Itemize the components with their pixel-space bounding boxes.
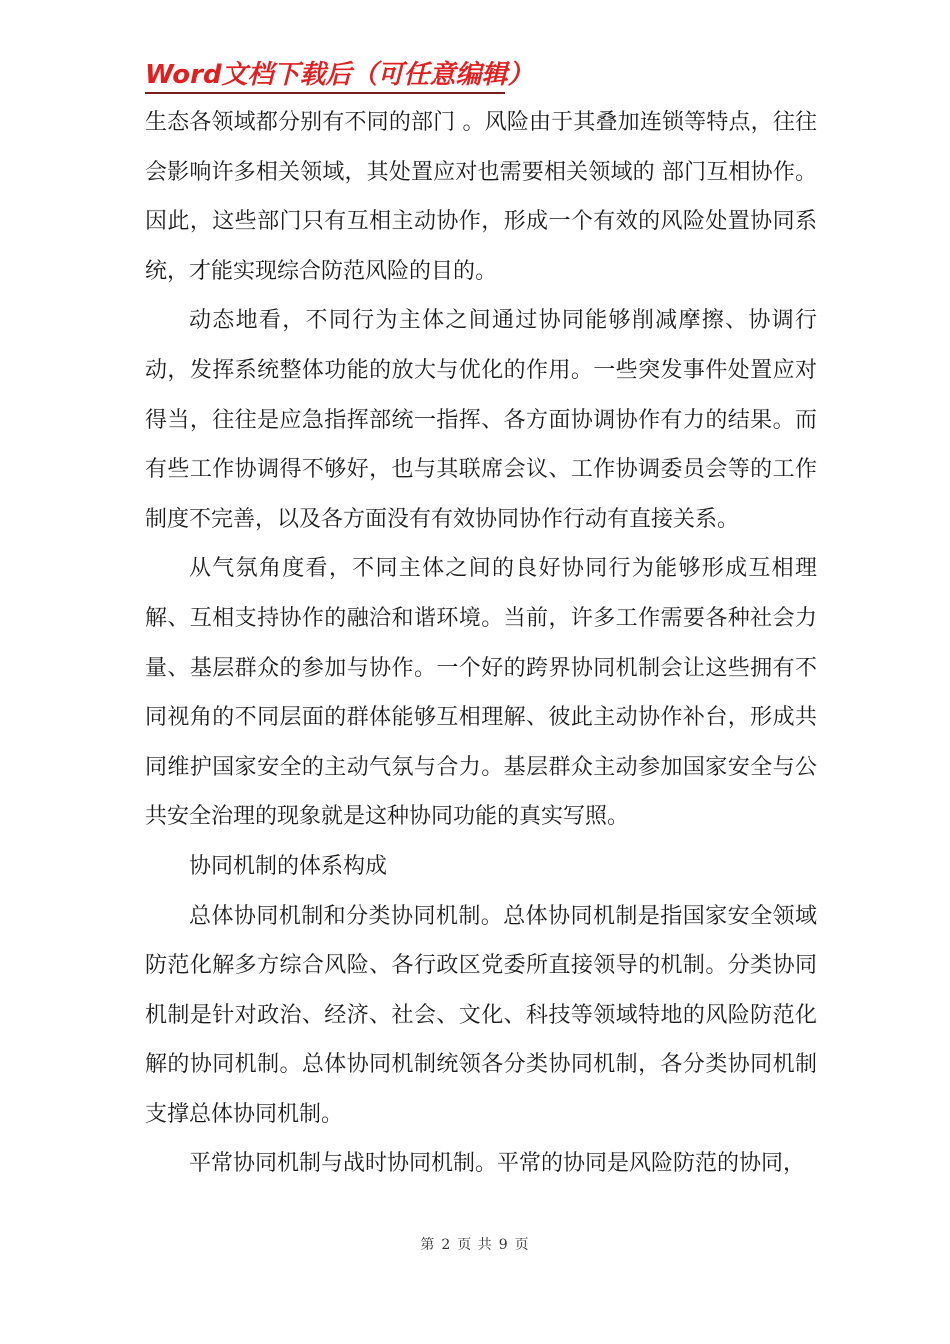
paragraph-3: 从气氛角度看，不同主体之间的良好协同行为能够形成互相理解、互相支持协作的融洽和谐环境。当前，许多工作需要各种社会力量、基层群众的参加与协作。一个好的跨界协同机制会让这些拥有不同视角的不同层面的群体能够互相理解、彼此主动协作补台，形成共同维护国家安全的主动气氛与合力。基层群众主动参加国家安全与公共安全治理的现象就是这种协同功能的真实写照。 [145, 556, 817, 830]
footer-prefix: 第 [420, 1237, 436, 1253]
page-header [145, 58, 534, 94]
paragraph-2: 动态地看，不同行为主体之间通过协同能够削减摩擦、协调行动，发挥系统整体功能的放大与优化的作用。一些突发事件处置应对得当，往往是应急指挥部统一指挥、各方面协调协作有力的结果。而有些工作协调得不够好，也与其联席会议、工作协调委员会等的工作制度不完善，以及各方面没有有效协同协作行动有直接关系。 [145, 308, 817, 532]
document-body [145, 98, 817, 1189]
footer-suffix: 页 [514, 1237, 530, 1253]
header-title: Word文档下载后（可任意编辑） [145, 60, 534, 90]
paragraph-4: 总体协同机制和分类协同机制。总体协同机制是指国家安全领域防范化解多方综合风险、各行政区党委所直接领导的机制。分类协同机制是针对政治、经济、社会、文化、科技等领域特地的风险防范化解的协同机制。总体协同机制统领各分类协同机制，各分类协同机制支撑总体协同机制。 [145, 903, 817, 1127]
paragraph-1: 生态各领域都分别有不同的部门 。风险由于其叠加连锁等特点，往往会影响许多相关领域，其处置应对也需要相关领域的 部门互相协作。因此，这些部门只有互相主动协作，形成一个有效的风险处置协同系统，才能实现综合防范风险的目的。 [145, 110, 817, 284]
footer-page-number: 2 [441, 1237, 452, 1253]
page-footer [0, 1234, 950, 1254]
footer-total-pages: 9 [498, 1237, 509, 1253]
footer-middle: 页 共 [457, 1237, 493, 1253]
section-heading: 协同机制的体系构成 [189, 853, 388, 879]
paragraph-5: 平常协同机制与战时协同机制。平常的协同是风险防范的协同， [189, 1151, 806, 1177]
header-divider [145, 92, 505, 94]
